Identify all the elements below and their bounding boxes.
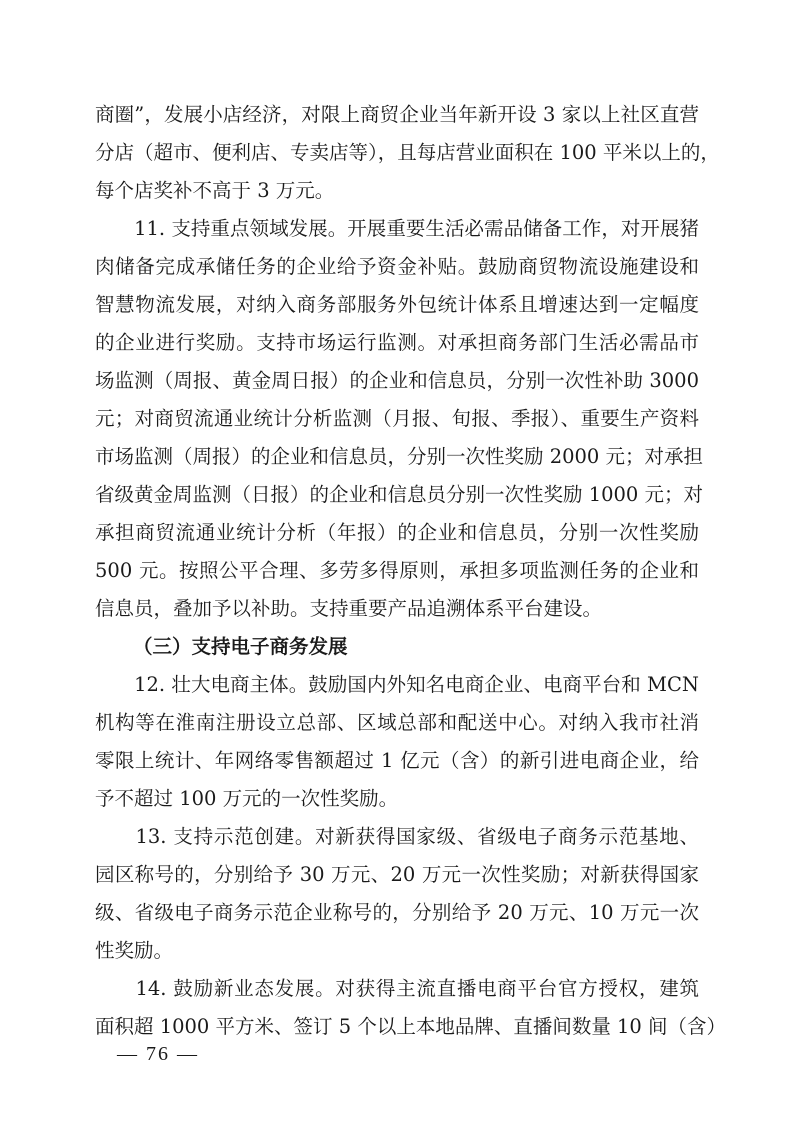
text-line: 智慧物流发展，对纳入商务部服务外包统计体系且增速达到一定幅度 bbox=[95, 293, 699, 316]
text-line: 予不超过 100 万元的一次性奖励。 bbox=[95, 787, 399, 810]
document-body bbox=[95, 96, 727, 1046]
text-line: 12. 壮大电商主体。鼓励国内外知名电商企业、电商平台和 MCN bbox=[95, 673, 699, 696]
text-line: 分店（超市、便利店、专卖店等），且每店营业面积在 100 平米以上的， bbox=[95, 141, 720, 164]
text-line: 500 元。按照公平合理、多劳多得原则，承担多项监测任务的企业和 bbox=[95, 559, 699, 582]
text-line: 零限上统计、年网络零售额超过 1 亿元（含）的新引进电商企业，给 bbox=[95, 749, 699, 772]
text-line: 省级黄金周监测（日报）的企业和信息员分别一次性奖励 1000 元；对 bbox=[95, 483, 704, 506]
text-line: 信息员，叠加予以补助。支持重要产品追溯体系平台建设。 bbox=[95, 597, 603, 620]
text-line: 市场监测（周报）的企业和信息员，分别一次性奖励 2000 元；对承担 bbox=[95, 445, 704, 468]
text-line: 元；对商贸流通业统计分析监测（月报、旬报、季报）、重要生产资料 bbox=[95, 407, 699, 430]
text-line: 11. 支持重点领域发展。开展重要生活必需品储备工作，对开展猪 bbox=[95, 217, 699, 240]
text-line: 机构等在淮南注册设立总部、区域总部和配送中心。对纳入我市社消 bbox=[95, 711, 699, 734]
text-line: 场监测（周报、黄金周日报）的企业和信息员，分别一次性补助 3000 bbox=[95, 369, 699, 392]
page-number: — 76 — bbox=[117, 1043, 199, 1065]
text-line: 商圈”，发展小店经济，对限上商贸企业当年新开设 3 家以上社区直营 bbox=[95, 103, 699, 126]
text-line: 每个店奖补不高于 3 万元。 bbox=[95, 179, 335, 202]
text-line: 性奖励。 bbox=[95, 939, 174, 962]
text-line: 肉储备完成承储任务的企业给予资金补贴。鼓励商贸物流设施建设和 bbox=[95, 255, 699, 278]
text-line: 14. 鼓励新业态发展。对获得主流直播电商平台官方授权，建筑 bbox=[95, 977, 699, 1000]
text-line: 园区称号的，分别给予 30 万元、20 万元一次性奖励；对新获得国家 bbox=[95, 863, 699, 886]
text-line: 的企业进行奖励。支持市场运行监测。对承担商务部门生活必需品市 bbox=[95, 331, 699, 354]
text-line: 级、省级电子商务示范企业称号的，分别给予 20 万元、10 万元一次 bbox=[95, 901, 699, 924]
text-line: 面积超 1000 平方米、签订 5 个以上本地品牌、直播间数量 10 间（含） bbox=[95, 1015, 727, 1038]
text-line: 承担商贸流通业统计分析（年报）的企业和信息员，分别一次性奖励 bbox=[95, 521, 699, 544]
text-line: 13. 支持示范创建。对新获得国家级、省级电子商务示范基地、 bbox=[95, 825, 699, 848]
section-heading: （三）支持电子商务发展 bbox=[133, 635, 348, 658]
